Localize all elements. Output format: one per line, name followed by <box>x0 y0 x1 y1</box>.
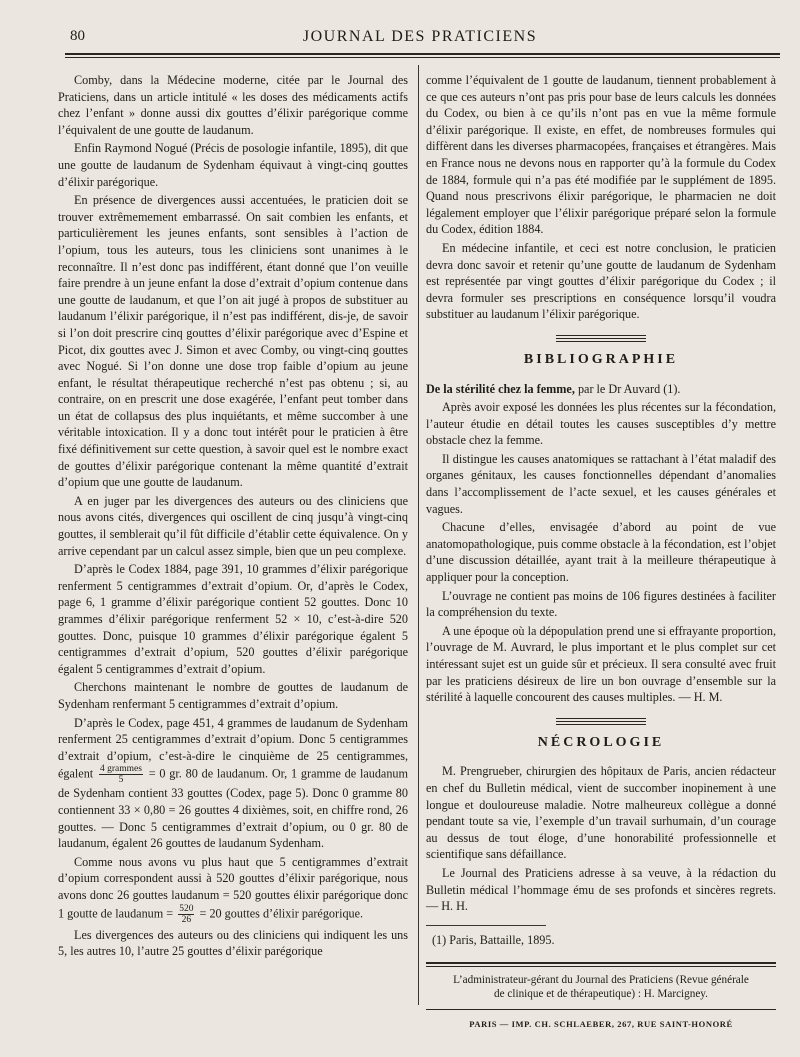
text-span: = 20 gouttes d’élixir parégorique. <box>199 905 364 920</box>
paragraph: L’ouvrage ne contient pas moins de 106 figures destinées à faciliter la compréhension du texte. <box>426 588 776 620</box>
column-divider <box>418 65 419 1005</box>
reference-author: par le Dr Auvard (1). <box>577 381 681 396</box>
bibliography-heading: BIBLIOGRAPHIE <box>523 351 679 367</box>
admin-rule-thin <box>426 966 776 967</box>
header-rule <box>65 53 780 55</box>
fraction-numerator: 520 <box>179 903 194 914</box>
fraction <box>99 764 143 785</box>
admin-line: L’administrateur-gérant du Journal des Praticiens (Revue générale <box>453 974 749 987</box>
paragraph: Cherchons maintenant le nombre de gouttes de laudanum de Sydenham renfermant 5 centigrammes d’extrait d’opium. <box>58 680 408 711</box>
paragraph: Il distingue les causes anatomiques se rattachant à l’état maladif des organes génitaux, les causes fonctionnelles dépendant d’anomalies dans l’accomplissement de l’acte sexuel, et les causes générales et vagues. <box>426 451 776 516</box>
footnote: (1) Paris, Battaille, 1895. <box>432 932 555 947</box>
text-span: D’après le Codex, page 451, 4 grammes de laudanum de Sydenham renferment 25 centigrammes d’extrait d’opium. Donc 5 centigrammes d’extrait d’opium, c’est-à-dire le cinquième de 25 centigrammes, égalent <box>58 715 408 781</box>
paragraph: Chacune d’elles, envisagée d’abord au point de vue anatomopathologique, puis comme obstacle à la fécondation, est l’objet d’une discussion détaillée, ayant trait à la meilleure thérapeutique à appliquer pour la conception. <box>426 520 776 585</box>
text-span: Comme nous avons vu plus haut que 5 centigrammes d’extrait d’opium correspondent aussi à 520 gouttes d’élixir parégorique, nous avons donc 26 gouttes laudanum = 520 gouttes élixir parégorique donc 1 goutte de laudanum = <box>58 854 408 920</box>
paragraph: En médecine infantile, et ceci est notre conclusion, le praticien devra donc savoir et retenir qu’une goutte de laudanum de Sydenham est représentée par vingt gouttes d’élixir parégorique du Codex ; il devra formuler ses prescriptions en conséquence lorsqu’il voudra substituer au laudanum l’élixir parégorique. <box>426 240 776 322</box>
administrator-notice <box>426 973 776 1001</box>
printer-rule <box>426 1009 776 1010</box>
paragraph: A en juger par les divergences des auteurs ou des cliniciens que nous avons cités, divergences qui oscillent de cinq jusqu’à vingt-cinq gouttes, il semblerait qu’il fût difficile d’établir cette équivalence. On y arrive cependant par un calcul assez simple, bien que un peu complexe. <box>58 493 408 558</box>
paragraph-fraction <box>58 854 408 925</box>
paragraph-fraction <box>58 715 408 852</box>
right-column <box>426 72 776 1033</box>
paragraph: D’après le Codex 1884, page 391, 10 grammes d’élixir parégorique renferment 5 centigrammes d’extrait d’opium. Or, d’après le Codex, page 6, 1 gramme d’élixir parégorique contient 52 gouttes. Donc 10 grammes d’élixir parégorique renferment 52 × 10, c’est-à-dire 520 gouttes. Donc, puisque 10 grammes d’élixir parégorique égalent 5 centigrammes d’extrait d’opium, 520 gouttes d’élixir parégorique égalent 5 centigrammes d’extrait d’opium. <box>58 562 408 676</box>
bibliography-reference <box>426 381 776 398</box>
page-number: 80 <box>70 28 85 44</box>
section-ornament <box>556 718 646 725</box>
fraction <box>178 904 194 925</box>
fraction-denominator: 5 <box>118 775 124 786</box>
admin-rule <box>426 962 776 964</box>
text-span: = 0 gr. 80 de laudanum. Or, 1 gramme de laudanum de Sydenham contient 33 gouttes (Codex, page 5). Donc 0 gramme 80 contiennent 33 × 0,80 = 26 gouttes 4 dixièmes, soit, en chiffre rond, 26 gouttes. — Donc 5 centigrammes d’extrait d’opium, ou 0 gr. 80 de laudanum, égalent 26 gouttes de laudanum Sydenham. <box>58 766 409 851</box>
left-column <box>58 72 408 962</box>
reference-title: De la stérilité chez la femme, <box>426 381 575 396</box>
paragraph: En présence de divergences aussi accentuées, le praticien doit se trouver extrêmemement embarrassé. On sait combien les enfants, et particulièrement les jeunes enfants, sont sensibles à l’action de l’opium, tous les auteurs, tous les cliniciens sont unanimes à le reconnaître. Il n’est donc pas indifférent, étant donné que l’on veuille faire prendre à un jeune enfant la dose d’extrait d’opium contenue dans une goutte de laudanum, et que l’on ait jugé à propos de substituer au laudanum l’élixir parégorique, il n’est pas indifférent, dis-je, de savoir si l’on doit prescrire cinq gouttes d’élixir parégorique avec d’Espine et Picot, dix gouttes avec J. Simon et avec Comby, ou vingt-cinq gouttes avec Nogué. Si l’on donne une dose trop faible d’opium au jeune enfant, le résultat thérapeutique recherché n’est pas obtenu ; si, au contraire, on en prescrit une dose exagérée, l’enfant peut tomber dans un état de collapsus des plus inquiétants, et même succomber à une véritable intoxication. Il y a donc tout intérêt pour le praticien à être fixé définitivement sur cette question, à savoir quel est le nombre exact de gouttes d’élixir parégorique contenant la même quantité d’extrait d’opium que une goutte de laudanum. <box>58 193 408 490</box>
paragraph: Les divergences des auteurs ou des cliniciens qui indiquent les uns 5, les autres 10, l’autre 25 gouttes d’élixir parégorique <box>58 927 408 959</box>
journal-title: JOURNAL DES PRATICIENS <box>302 28 538 45</box>
paragraph: Le Journal des Praticiens adresse à sa veuve, à la rédaction du Bulletin médical l’hommage ému de ses profonds et sincères regrets. — H. H. <box>426 865 776 914</box>
printer-imprint: PARIS — IMP. CH. SCHLAEBER, 267, RUE SAINT-HONORÉ <box>469 1019 733 1030</box>
paragraph: comme l’équivalent de 1 goutte de laudanum, tiennent probablement à ce que ces auteurs n’ont pas pris pour base de leurs calculs les données du Codex, ou bien à ce qu’ils n’ont pas en vue la même formule d’élixir parégorique. Il existe, en effet, de nombreuses formules qui diffèrent dans les diverses pharmacopées, françaises et étrangères. Mais en France nous ne devons nous en rapporter qu’à la formule du Codex de 1884, formule qui n’a pas été modifiée par le supplément de 1895. Quand nous prescrivons élixir parégorique, le pharmacien ne doit légalement employer que l’élixir parégorique préparé selon la formule du Codex, édition 1884. <box>426 73 776 237</box>
paragraph: A une époque où la dépopulation prend une si effrayante proportion, l’ouvrage de M. Auvrard, le plus important et le plus complet sur cet intéressant sujet est un guide sûr et précieux. Il sera consulté avec fruit par les praticiens désireux de lire un bon ouvrage d’ensemble sur la stérilité à laquelle concourent des causes multiples. — H. M. <box>426 623 776 705</box>
footnote-rule <box>426 925 546 926</box>
page-header <box>70 28 770 50</box>
header-rule-thin <box>65 57 780 58</box>
necrology-heading: NÉCROLOGIE <box>537 734 665 750</box>
admin-line: de clinique et de thérapeutique) : H. Marcigney. <box>494 988 708 1001</box>
paragraph: Après avoir exposé les données les plus récentes sur la fécondation, l’auteur étudie en détail toutes les causes susceptibles d’y mettre obstacle chez la femme. <box>426 400 776 448</box>
paragraph: Enfin Raymond Nogué (Précis de posologie infantile, 1895), dit que une goutte de laudanum de Sydenham équivaut à vingt-cinq gouttes d’élixir parégorique. <box>58 141 408 189</box>
fraction-denominator: 26 <box>181 914 192 925</box>
fraction-numerator: 4 grammes <box>100 764 142 775</box>
section-ornament <box>556 335 646 342</box>
paragraph: M. Prengrueber, chirurgien des hôpitaux de Paris, ancien rédacteur en chef du Bulletin médical, vient de succomber inopinement à une longue et douloureuse maladie. Notre malheureux collègue a donné pendant toute sa vie, l’exemple d’un travail surhumain, d’un courage au dessus de tout éloge, d’une honorabilité professionnelle et scientifique sans défaillance. <box>426 764 776 862</box>
paragraph: Comby, dans la Médecine moderne, citée par le Journal des Praticiens, dans un article intitulé « les doses des médicaments actifs chez l’enfant » donne aussi dix gouttes d’élixir parégorique comme l’équivalent de une goutte de laudanum. <box>58 73 408 137</box>
